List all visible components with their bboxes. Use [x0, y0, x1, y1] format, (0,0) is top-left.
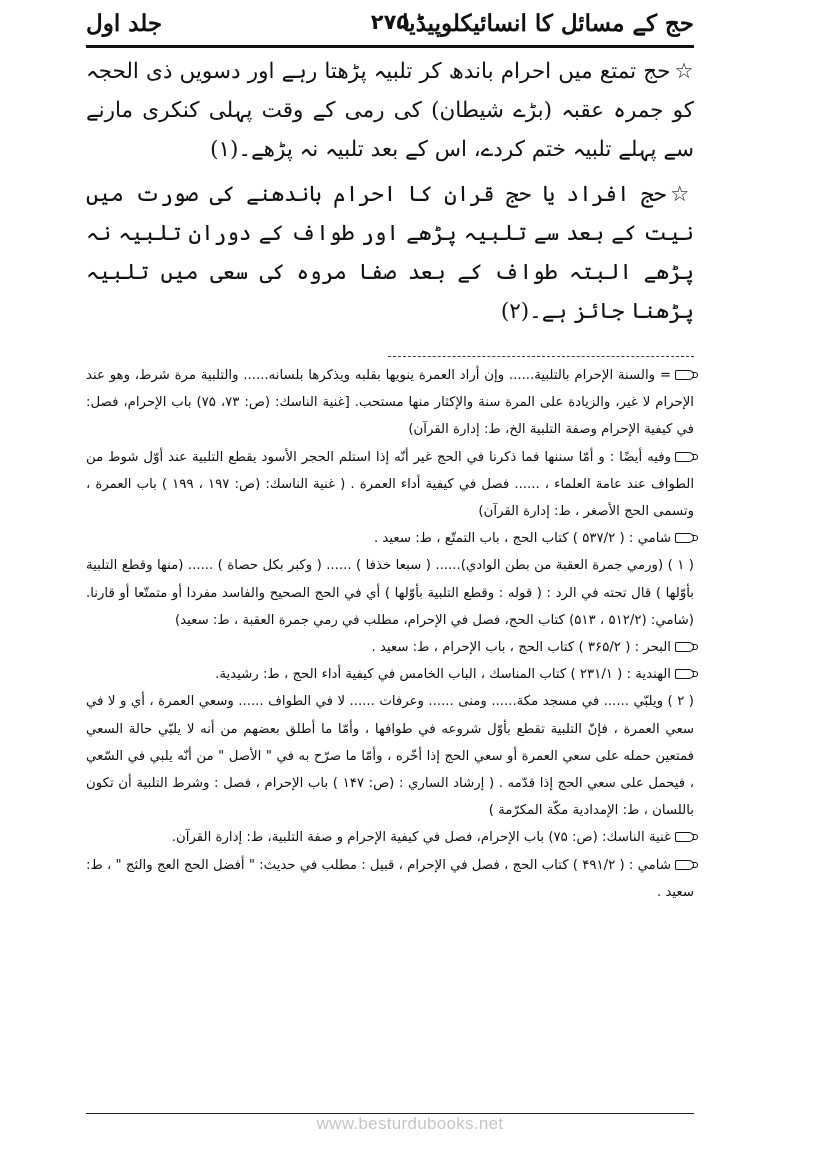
- footnote-text: ( ۱ ) (ورمي جمرة العقبة من بطن الوادي)...... ( سبعا خذفا ) ...... ( وكبر بكل حصاة ) ...... (منها وقطع التلبية بأوّلها ) قال تحته في الرد : ( قوله : وقطع التلبية بأوّلها ) أي في الحج الصحيح والفاسد مفردا أو متمتّعا أو قارنا. (شامي: (۵۱۲/۲ ، ۵۱۳) كتاب الحج، فصل في الإحرام، مطلب في رمي جمرة العقبة ، ط: سعيد): [86, 558, 694, 628]
- footnote-text: = والسنة الإحرام بالتلبية...... وإن أراد العمرة ينويها بقلبه ويذكرها بلسانه...... والتلبية مرة شرط، وهو عند الإحرام لا غير، والزيادة على المرة سنة والإكثار منها مستحب. [غنية الناسك: (ص: ۷۳، ۷۵) باب الإحرام، فصل: في كيفية الإحرام وصفة التلبية الخ، ط: إدارة القرآن): [86, 368, 694, 438]
- footnote-item: [86, 444, 694, 526]
- footnote-item: [86, 525, 694, 552]
- footnote-item: [86, 852, 694, 906]
- pointing-hand-icon: [675, 533, 694, 543]
- header-rule: [86, 45, 694, 48]
- star-icon: ☆: [670, 182, 694, 207]
- footnote-text: غنية الناسك: (ص: ۷۵) باب الإحرام، فصل في كيفية الإحرام و صفة التلبية، ط: إدارة القرآن.: [171, 830, 671, 846]
- footnote-item: [86, 661, 694, 688]
- footnote-text: وفيه أيضًا : و أمّا سننها فما ذكرنا في الحج غير أنّه إذا استلم الحجر الأسود يقطع التلبية عند أوّل شوط من الطواف عند عامة العلماء ، ...... فصل في كيفية أداء العمرة . ( غنية الناسك: (ص: ۱۹۷ ، ۱۹۹ ) باب العمرة ، وتسمى الحج الأصغر ، ط: إدارة القرآن): [86, 449, 695, 520]
- footnote-item: [86, 824, 694, 851]
- watermark-url: www.besturdubooks.net: [316, 1114, 504, 1133]
- footnote-text: البحر : ( ۳۶۵/۲ ) كتاب الحج ، باب الإحرام ، ط: سعيد .: [371, 640, 671, 656]
- footnote-item: [86, 688, 694, 824]
- paragraph-text: حج تمتع میں احرام باندھ کر تلبیہ پڑھتا رہے اور دسویں ذی الحجہ کو جمرہ عقبہ (بڑے شیطان) کی رمی کے وقت پہلی کنکری مارنے سے پہلے تلبیہ ختم کردے، اس کے بعد تلبیہ نہ پڑھے۔(۱): [86, 59, 694, 162]
- volume-label: جلد اول: [86, 10, 163, 37]
- pointing-hand-icon: [675, 452, 694, 462]
- footnote-text: شامي : ( ۴۹۱/۲ ) كتاب الحج ، فصل في الإحرام ، قبيل : مطلب في حديث: " أفضل الحج العج والثج " ، ط: سعيد .: [86, 857, 694, 900]
- footnote-text: الهندية : ( ۲۳۱/۱ ) كتاب المناسك ، الباب الخامس في كيفية أداء الحج ، ط: رشيدية.: [215, 667, 671, 683]
- book-title: حج کے مسائل کا انسائیکلوپیڈیا: [402, 10, 694, 37]
- footnote-item: [86, 634, 694, 661]
- star-icon: ☆: [674, 59, 695, 84]
- page-header: [86, 8, 694, 44]
- paragraph-ifrad-qiran: [86, 175, 694, 331]
- pointing-hand-icon: [675, 832, 694, 842]
- pointing-hand-icon: [675, 642, 694, 652]
- footnotes: [86, 362, 694, 906]
- footnote-text: ( ۲ ) ويلبّي ...... في مسجد مكة...... ومنى ...... وعرفات ...... لا في الطواف ...... وسعي العمرة ، أي و لا في سعي العمرة ، فإنّ التلبية تقطع بأوّل شروعه في طوافها ، وأمّا ما أطلق بعضهم من أنه لا يلبّي حالة السعي فمتعين حمله على سعي العمرة أو سعي الحج إذا أخّره ، وأمّا ما صرّح به في " الأصل " من أنّه يلبي في السّعي ، فيحمل على سعي الحج إذا قدّمه . ( إرشاد الساري : (ص: ۱۴۷ ) باب الإحرام ، فصل : وشرط التلبية أن تكون باللسان ، ط: الإمدادية مكّة المكرّمة ): [86, 694, 694, 819]
- pointing-hand-icon: [675, 669, 694, 679]
- footnote-item: [86, 362, 694, 444]
- paragraph-text: حج افراد یا حج قران کا احرام باندھنے کی صورت میں نیت کے بعد سے تلبیہ پڑھے اور طواف کے دوران تلبیہ نہ پڑھے البتہ طواف کے بعد صفا مروہ کی سعی میں تلبیہ پڑھنا جائز ہے۔(۲): [86, 182, 694, 324]
- main-text: [86, 52, 694, 331]
- pointing-hand-icon: [675, 370, 694, 380]
- paragraph-tamattu: [86, 52, 694, 169]
- footnote-text: شامي : ( ۵۳۷/۲ ) كتاب الحج ، باب التمتّع ، ط: سعيد .: [373, 531, 671, 547]
- footnote-item: [86, 552, 694, 634]
- page-number: ۲۷۵: [370, 10, 410, 34]
- footnote-separator: [388, 356, 694, 357]
- pointing-hand-icon: [675, 860, 694, 870]
